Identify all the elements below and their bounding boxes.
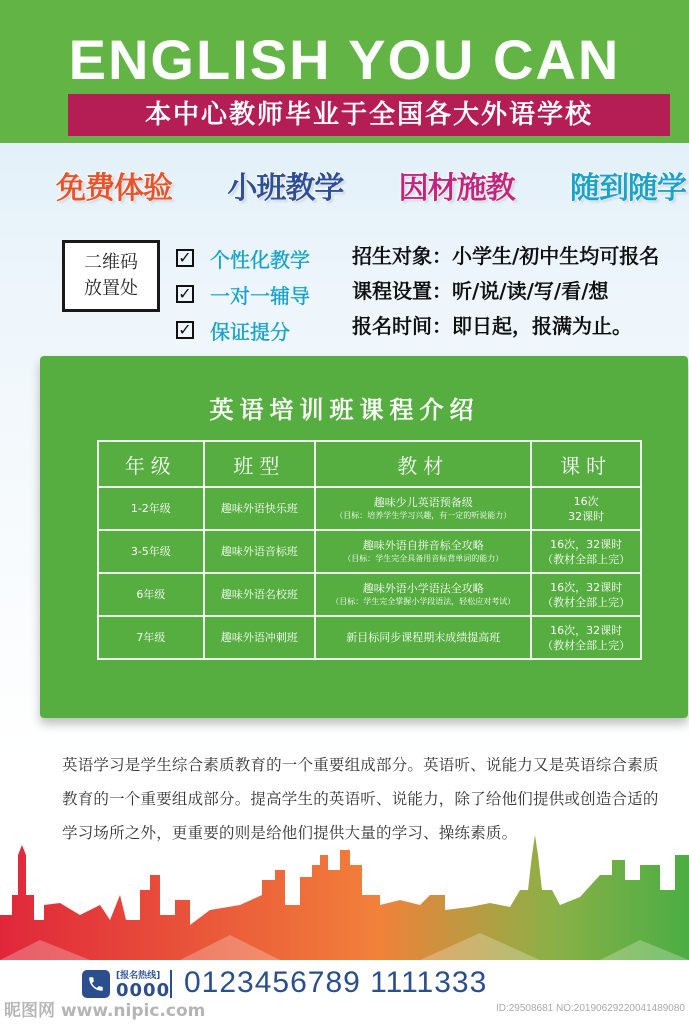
phone-handset-icon <box>87 975 105 993</box>
cell-class: 趣味外语冲刺班 <box>204 616 316 659</box>
hotline-divider <box>170 970 172 998</box>
qr-placeholder-text: 二维码 放置处 <box>84 252 138 299</box>
cell-material <box>315 530 531 573</box>
column-header-hours: 课时 <box>531 441 641 487</box>
material-name: 趣味外语小学语法全攻略 <box>362 582 484 595</box>
feature-small-class: 小班教学 <box>227 171 344 206</box>
hotline-code: 0000 <box>116 980 171 1001</box>
material-name: 趣味外语自拼音标全攻略 <box>362 539 484 552</box>
cell-material <box>315 573 531 616</box>
cell-material <box>315 616 531 659</box>
cell-hours <box>531 530 641 573</box>
headline-title: ENGLISH YOU CAN <box>68 28 621 91</box>
column-header-class: 班型 <box>204 441 316 487</box>
intro-paragraph: 英语学习是学生综合素质教育的一个重要组成部分。英语听、说能力又是英语综合素质教育的一个重要组成部分。提高学生的英语听、说能力，除了给他们提供或创造合适的学习场所之外，更重要的则是给他们提供大量的学习、操练素质。 <box>62 756 659 842</box>
material-name: 趣味少儿英语预备级 <box>373 496 473 509</box>
material-note: （目标：培养学生学习兴趣，有一定的听说能力） <box>335 511 512 520</box>
material-note: （目标：学生完全掌握小学段语法，轻松应对考试） <box>331 597 516 606</box>
course-table-title: 英语培训班课程介绍 <box>209 396 480 424</box>
checklist-label: 保证提分 <box>210 319 290 344</box>
checklist-item <box>176 276 336 312</box>
checklist-item <box>176 312 336 348</box>
feature-free-trial: 免费体验 <box>56 171 172 206</box>
cell-grade: 3-5年级 <box>98 530 204 573</box>
hours-line-1: 16次，32课时 <box>550 537 623 551</box>
feature-flexible: 随到随学 <box>569 171 686 206</box>
phone-number: 0123456789 1111333 <box>184 966 488 999</box>
hours-line-2: 32课时 <box>568 509 605 523</box>
checklist-label: 一对一辅导 <box>210 283 310 308</box>
material-name: 新目标同步课程期末成绩提高班 <box>346 631 501 644</box>
cell-hours <box>531 487 641 530</box>
watermark-site: 昵图网 www.nipic.com <box>4 1001 206 1021</box>
cell-hours <box>531 616 641 659</box>
enrollment-info <box>352 240 682 345</box>
headline-subtitle: 本中心教师毕业于全国各大外语学校 <box>68 94 670 136</box>
table-row <box>98 616 641 659</box>
info-target-students: 招生对象：小学生/初中生均可报名 <box>352 244 660 268</box>
feature-slogans <box>56 160 686 210</box>
hours-line-2: （教材全部上完） <box>542 595 631 609</box>
watermark-id: ID:29508681 NO:20190629220041489080 <box>495 1003 685 1014</box>
checklist-item <box>176 240 336 276</box>
checklist-label: 个性化教学 <box>210 247 310 272</box>
cell-hours <box>531 573 641 616</box>
hours-line-1: 16次 <box>573 494 599 508</box>
hours-line-2: （教材全部上完） <box>542 552 631 566</box>
qr-code-placeholder <box>62 240 160 312</box>
cell-grade: 1-2年级 <box>98 487 204 530</box>
hours-line-1: 16次，32课时 <box>550 580 623 594</box>
checkbox-checked-icon: ✓ <box>176 285 194 303</box>
cell-class: 趣味外语名校班 <box>204 573 316 616</box>
column-header-grade: 年级 <box>98 441 204 487</box>
checkbox-checked-icon: ✓ <box>176 249 194 267</box>
cell-material <box>315 487 531 530</box>
table-row <box>98 530 641 573</box>
cell-class: 趣味外语音标班 <box>204 530 316 573</box>
material-note: （目标：学生完全具备用音标背单词的能力） <box>343 554 504 563</box>
course-table <box>97 440 642 660</box>
table-row <box>98 487 641 530</box>
feature-checklist <box>176 240 336 348</box>
city-skyline-illustration <box>0 835 689 960</box>
column-header-material: 教材 <box>315 441 531 487</box>
hours-line-1: 16次，32课时 <box>550 623 623 637</box>
feature-tailored: 因材施教 <box>398 171 515 206</box>
info-registration-time: 报名时间：即日起，报满为止。 <box>352 314 632 338</box>
cell-grade: 6年级 <box>98 573 204 616</box>
hours-line-2: （教材全部上完） <box>542 638 631 652</box>
info-course-settings: 课程设置：听/说/读/写/看/想 <box>352 279 609 303</box>
checkbox-checked-icon: ✓ <box>176 321 194 339</box>
hotline-label: [报名热线] <box>116 971 161 981</box>
table-row <box>98 573 641 616</box>
table-header-row <box>98 441 641 487</box>
cell-class: 趣味外语快乐班 <box>204 487 316 530</box>
cell-grade: 7年级 <box>98 616 204 659</box>
phone-icon <box>82 970 110 998</box>
